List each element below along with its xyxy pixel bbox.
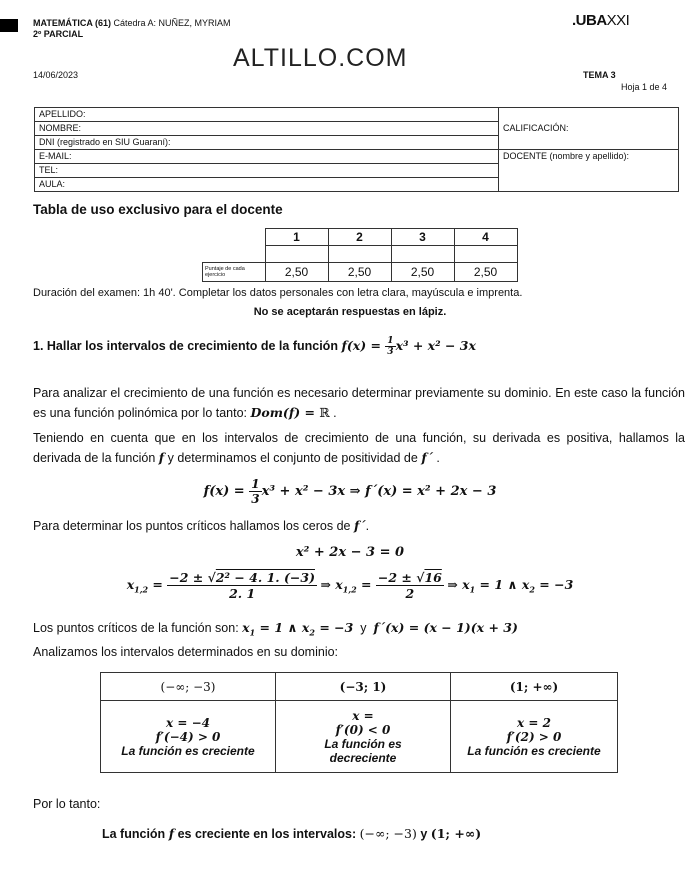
score-col-2: 2 xyxy=(328,229,391,246)
blank-cell[interactable] xyxy=(391,246,454,263)
interval-cell: x = 2 f′(2) > 0 La función es creciente xyxy=(451,701,618,773)
scores-table xyxy=(202,228,518,282)
exam-date: 14/06/2023 xyxy=(33,70,79,80)
paragraph-critical: Para determinar los puntos críticos hallamos los ceros de f´. xyxy=(33,518,370,533)
paragraph-intervals: Analizamos los intervalos determinados en su dominio: xyxy=(33,645,339,659)
personal-data-table xyxy=(34,107,679,192)
page-number: Hoja 1 de 4 xyxy=(621,82,668,92)
duration-text: Duración del examen: 1h 40'. Completar los datos personales con letra clara, mayúscula e imprenta. xyxy=(33,287,523,299)
calificacion-cell: CALIFICACIÓN: xyxy=(499,108,679,150)
site-title: ALTILLO.COM xyxy=(233,44,408,72)
interval-cell: x = −4 f′(−4) > 0 La función es creciente xyxy=(101,701,276,773)
paragraph-points: Los puntos críticos de la función son: $x_1 = 1$ ∧ $x_2 = -3$ y f´(x) = (x − 1)(x + 3) xyxy=(33,620,518,638)
tema: TEMA 3 xyxy=(583,70,616,80)
conclusion: La función f es creciente en los intervalos: (−∞; −3) y (1; +∞) xyxy=(102,826,482,841)
score-value: 2,50 xyxy=(328,262,391,281)
score-col-4: 4 xyxy=(454,229,517,246)
paragraph-domain: Para analizar el crecimiento de una función es necesario determinar previamente su dominio. En este caso la función es una función polinómica por lo tanto: Dom(f) = ℝ . xyxy=(33,386,685,420)
blank-cell[interactable] xyxy=(328,246,391,263)
interval-header: (−3; 1) xyxy=(276,673,451,701)
score-col-3: 3 xyxy=(391,229,454,246)
field-apellido[interactable]: APELLIDO: xyxy=(35,108,499,122)
course-header: MATEMÁTICA (61) Cátedra A: NUÑEZ, MYRIAM 2º PARCIAL xyxy=(33,18,231,39)
interval-cell: x = f′(0) < 0 La función es decreciente xyxy=(276,701,451,773)
quadratic-formula: $x_{1,2}$ = $\frac{\text{−2 ± √2² − 4. 1. (−3)}}{2. 1}$ ⇒ $x_{1,2}$ = $\frac{-2 \pm √16}{2}$ ⇒ $x_1 = 1$ ∧ $x_2 = -3$ xyxy=(126,570,574,601)
equation-zero: x² + 2x − 3 = 0 xyxy=(295,545,405,560)
no-lapiz-text: No se aceptarán respuestas en lápiz. xyxy=(253,306,447,318)
uba-logo: .UBAXXI xyxy=(572,12,630,29)
equation-derivative: f(x) = $\frac{1}{3}$ x³ + x² − 3x ⇒ f´(x) = x² + 2x − 3 xyxy=(203,477,497,506)
por-lo-tanto: Por lo tanto: xyxy=(33,797,101,811)
blank-cell[interactable] xyxy=(454,246,517,263)
field-tel[interactable]: TEL: xyxy=(35,164,499,178)
score-value: 2,50 xyxy=(265,262,328,281)
scores-table-title: Tabla de uso exclusivo para el docente xyxy=(33,202,283,217)
interval-header: (−∞; −3) xyxy=(101,673,276,701)
interval-header: (1; +∞) xyxy=(451,673,618,701)
field-aula[interactable]: AULA: xyxy=(35,178,499,192)
field-nombre[interactable]: NOMBRE: xyxy=(35,122,499,136)
intervals-table xyxy=(100,672,618,773)
score-value: 2,50 xyxy=(391,262,454,281)
score-value: 2,50 xyxy=(454,262,517,281)
score-row-label: Puntaje de cada ejercicio xyxy=(203,262,266,281)
page-marker xyxy=(0,19,18,32)
exercise-title: 1. Hallar los intervalos de crecimiento de la función f(x) = $\frac{1}{3}$ x³ + x² − 3x xyxy=(33,336,476,357)
score-col-1: 1 xyxy=(265,229,328,246)
blank-cell[interactable] xyxy=(265,246,328,263)
field-dni[interactable]: DNI (registrado en SIU Guaraní): xyxy=(35,136,499,150)
paragraph-derivative: Teniendo en cuenta que en los intervalos de crecimiento de una función, su derivada es positiva, hallamos la derivada de la función f y determinamos el conjunto de positividad de f´ . xyxy=(33,431,685,465)
field-email[interactable]: E-MAIL: xyxy=(35,150,499,164)
docente-cell: DOCENTE (nombre y apellido): xyxy=(499,150,679,192)
